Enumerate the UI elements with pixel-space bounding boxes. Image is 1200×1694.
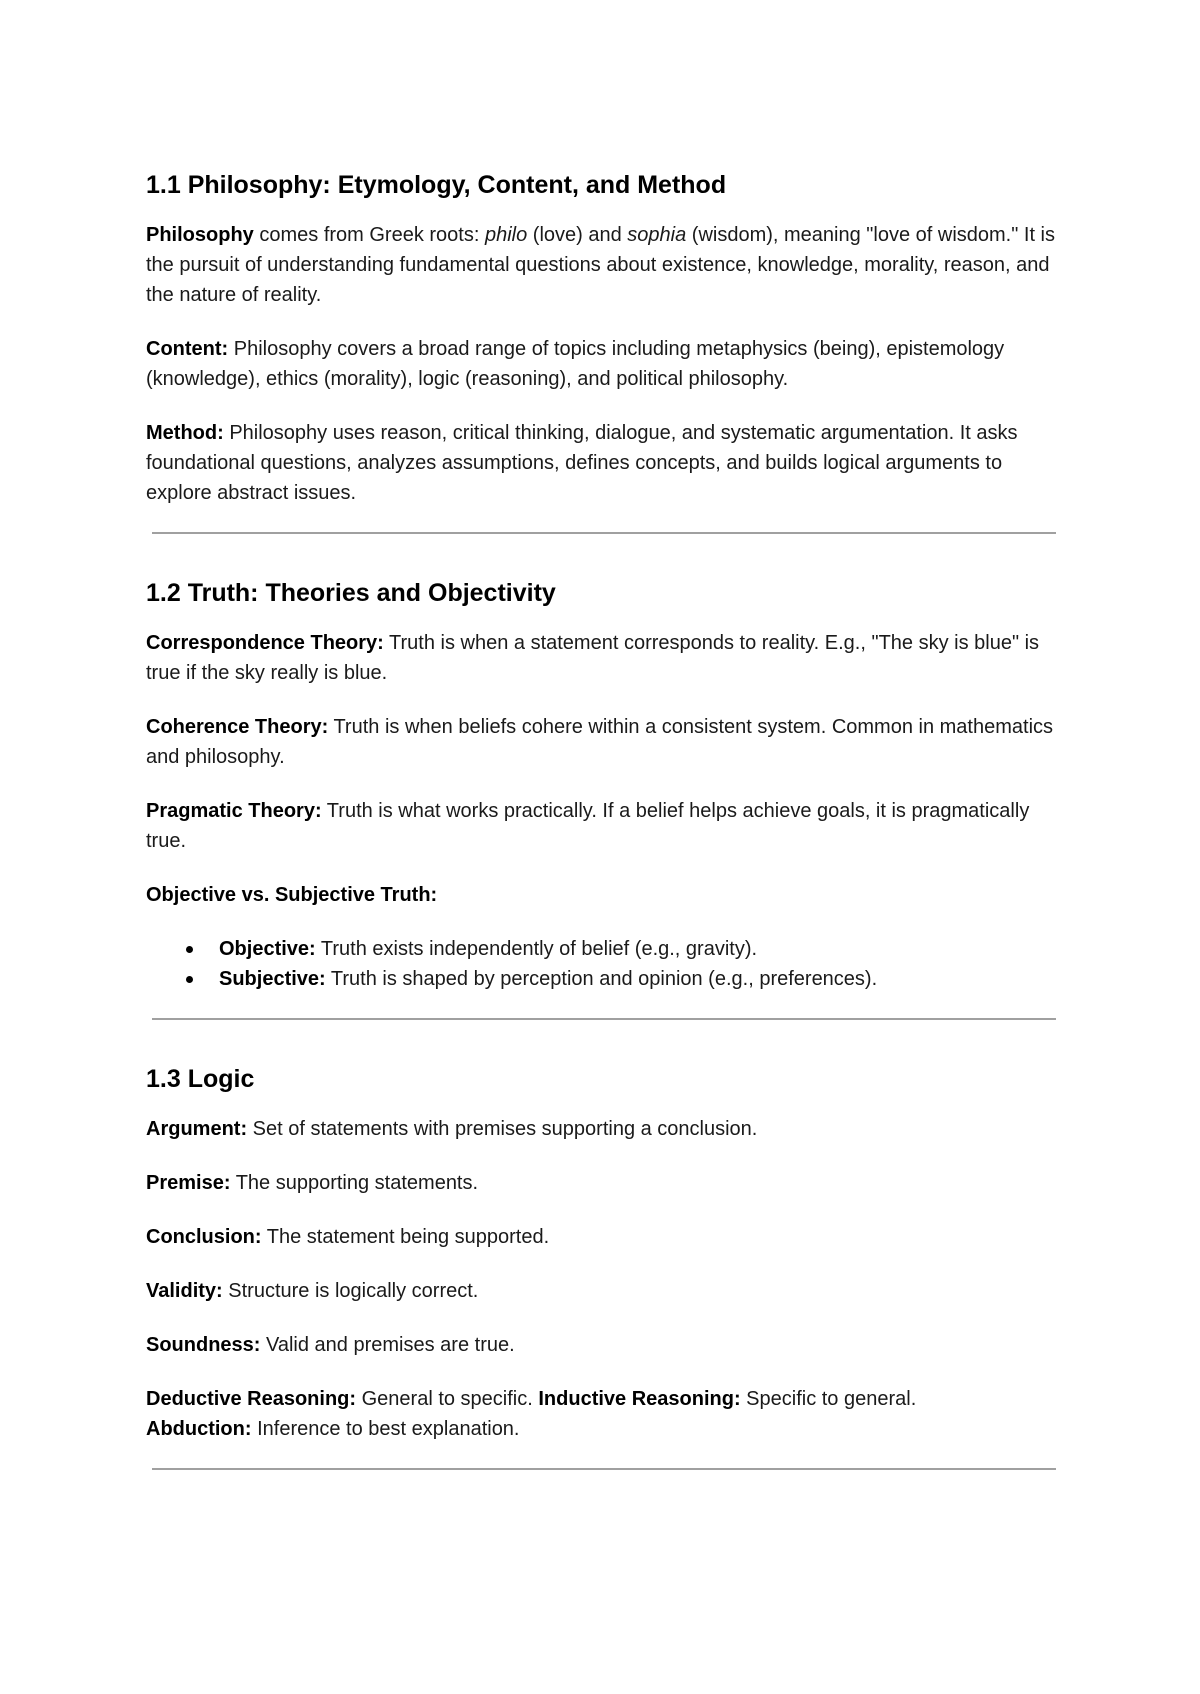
correspondence-text: Truth is when a statement corresponds to reality. E.g., "The sky is blue" is true if the sky really is blue. [146,632,1040,684]
deductive-text: General to specific. [356,1388,539,1410]
correspondence-label: Correspondence Theory: [146,632,384,654]
abduction-label: Abduction: [146,1418,252,1440]
soundness-text: Valid and premises are true. [260,1334,515,1356]
pragmatic-label: Pragmatic Theory: [146,800,322,822]
philosophy-paragraph [146,220,1056,310]
conclusion-label: Conclusion: [146,1226,262,1248]
philosophy-term: Philosophy [146,224,254,246]
content-paragraph [146,334,1056,394]
validity-text: Structure is logically correct. [222,1280,479,1302]
method-paragraph [146,418,1056,508]
truth-bullet-list [146,934,1056,994]
coherence-paragraph [146,712,1056,772]
soundness-label: Soundness: [146,1334,261,1356]
method-text: Philosophy uses reason, critical thinking, dialogue, and systematic argumentation. It asks foundational questions, analyzes assumptions, defines concepts, and builds logical arguments to explore abstract issues. [146,422,1018,504]
argument-paragraph [146,1114,1056,1144]
argument-text: Set of statements with premises supporting a conclusion. [247,1118,758,1140]
text-run: comes from Greek roots: [253,224,485,246]
section-heading-1-3: 1.3 Logic [146,1065,255,1093]
bullet-icon [186,946,193,953]
sophia-term: sophia [627,224,687,246]
deductive-label: Deductive Reasoning: [146,1388,357,1410]
pragmatic-paragraph [146,796,1056,856]
objective-subjective-label-paragraph [146,880,1056,910]
content-label: Content: [146,338,229,360]
pragmatic-text: Truth is what works practically. If a belief helps achieve goals, it is pragmatically true. [146,800,1030,852]
objective-subjective-label: Objective vs. Subjective Truth: [146,884,438,906]
horizontal-rule [152,1468,1056,1470]
argument-label: Argument: [146,1118,248,1140]
philo-term: philo [484,224,528,246]
horizontal-rule [152,1018,1056,1020]
coherence-text: Truth is when beliefs cohere within a consistent system. Common in mathematics and philosophy. [146,716,1054,768]
method-label: Method: [146,422,224,444]
reasoning-paragraph [146,1384,1056,1444]
coherence-label: Coherence Theory: [146,716,329,738]
inductive-label: Inductive Reasoning: [538,1388,741,1410]
bullet-icon [186,976,193,983]
premise-text: The supporting statements. [230,1172,479,1194]
soundness-paragraph [146,1330,1056,1360]
horizontal-rule [152,532,1056,534]
subjective-text: Truth is shaped by perception and opinion (e.g., preferences). [325,968,878,990]
objective-label: Objective: [219,938,316,960]
content-text: Philosophy covers a broad range of topics including metaphysics (being), epistemology (knowledge), ethics (morality), logic (reasoning), and political philosophy. [146,338,1005,390]
premise-paragraph [146,1168,1056,1198]
text-run: (wisdom), meaning "love of wisdom." It is the pursuit of understanding fundamental questions about existence, knowledge, morality, reason, and the nature of reality. [146,224,1055,306]
section-heading-1-1: 1.1 Philosophy: Etymology, Content, and Method [146,171,727,199]
premise-label: Premise: [146,1172,231,1194]
validity-paragraph [146,1276,1056,1306]
abduction-text: Inference to best explanation. [251,1418,520,1440]
conclusion-text: The statement being supported. [261,1226,550,1248]
validity-label: Validity: [146,1280,223,1302]
list-item [146,934,1056,964]
conclusion-paragraph [146,1222,1056,1252]
inductive-text: Specific to general. [740,1388,917,1410]
text-run: (love) and [527,224,628,246]
document-content [146,170,1056,1514]
list-item [146,964,1056,994]
correspondence-paragraph [146,628,1056,688]
subjective-label: Subjective: [219,968,326,990]
section-heading-1-2: 1.2 Truth: Theories and Objectivity [146,579,556,607]
objective-text: Truth exists independently of belief (e.g., gravity). [315,938,758,960]
